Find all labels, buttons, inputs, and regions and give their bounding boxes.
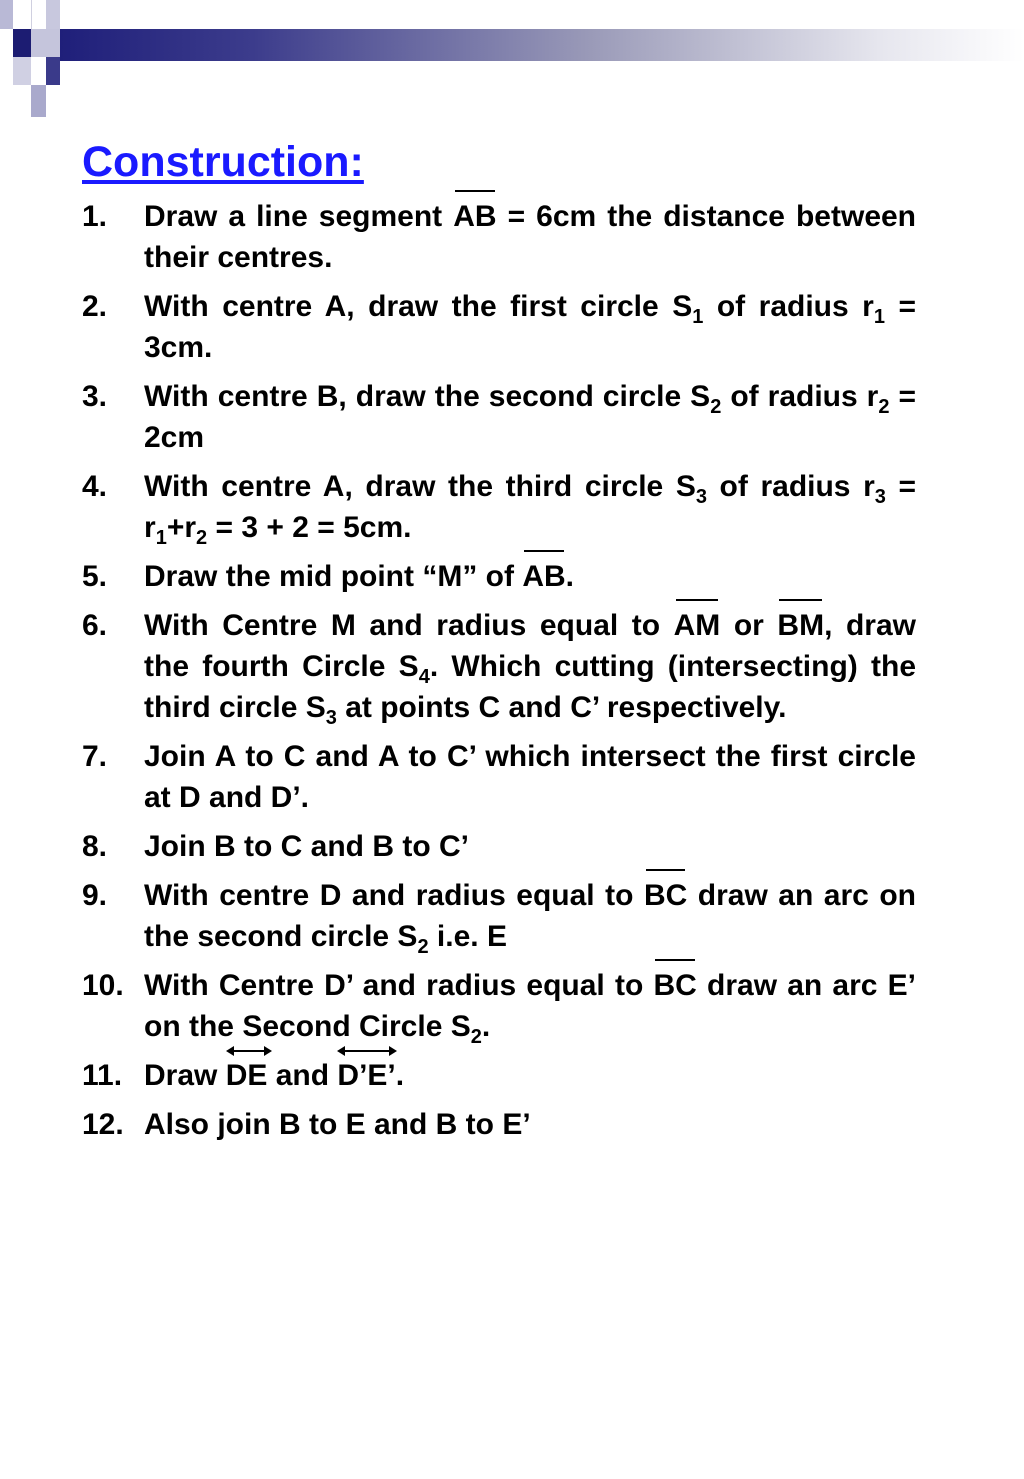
step-text: Also join B to E and B to E’ [144, 1108, 531, 1141]
step-number: 4. [82, 470, 108, 503]
step-number: 1. [82, 200, 108, 233]
step-item [82, 286, 916, 368]
step-item [82, 196, 916, 278]
subscript: 2 [196, 527, 208, 549]
line-label: D’E’ [337, 1059, 396, 1092]
step-text: of radius r [703, 290, 874, 323]
step-text: , draw the fourth Circle S [144, 609, 916, 683]
subscript: 3 [874, 486, 886, 508]
step-text: = 6cm the distance between their centres. [144, 200, 917, 274]
step-text: With Centre M and radius equal to [144, 609, 674, 642]
step-item [82, 875, 916, 957]
step-text: draw an arc on the second circle S [144, 879, 916, 953]
step-number: 9. [82, 879, 108, 912]
segment-label: AB [522, 556, 565, 597]
decor-square [31, 29, 60, 57]
step-text: Draw the mid point “M” of [144, 560, 523, 593]
step-text: With Centre D’ and radius equal to [144, 969, 654, 1002]
construction-steps [82, 196, 916, 1153]
decor-square [46, 0, 60, 29]
segment-label: AM [674, 605, 721, 646]
step-item [82, 1055, 916, 1096]
step-number: 6. [82, 609, 108, 642]
double-arrow-icon [337, 1045, 397, 1057]
step-item [82, 965, 916, 1047]
step-text: at points C and C’ respectively. [336, 691, 787, 724]
subscript: 2 [710, 396, 722, 418]
step-number: 5. [82, 560, 108, 593]
step-item [82, 376, 916, 458]
step-text: i.e. E [428, 920, 507, 953]
segment-label: BC [644, 875, 687, 916]
step-text: With centre B, draw the second circle S [144, 380, 711, 413]
subscript: 1 [692, 306, 704, 328]
step-text: Join B to C and B to C’ [144, 830, 469, 863]
step-item [82, 605, 916, 728]
subscript: 1 [873, 306, 885, 328]
line-label: DE [225, 1059, 268, 1092]
step-text: or [720, 609, 778, 642]
step-text: . [395, 1059, 405, 1092]
step-item [82, 556, 916, 597]
step-text: Draw [144, 1059, 226, 1092]
decor-square [0, 0, 13, 29]
step-number: 7. [82, 740, 108, 773]
line-notation-d-prime-e-prime [337, 1055, 395, 1096]
line-notation-de [226, 1055, 268, 1096]
decor-square [0, 57, 13, 85]
segment-label: BC [653, 965, 696, 1006]
step-number: 2. [82, 290, 108, 323]
step-item [82, 1104, 916, 1145]
segment-label: BM [777, 605, 824, 646]
step-text: +r [166, 511, 197, 544]
step-text: = 3 + 2 = 5cm. [207, 511, 412, 544]
header-decoration [0, 0, 1024, 130]
subscript: 2 [878, 396, 890, 418]
decor-square [31, 0, 47, 29]
step-number: 3. [82, 380, 108, 413]
step-number: 10. [82, 969, 124, 1002]
decor-square [46, 57, 60, 85]
header-gradient-bar [60, 29, 1024, 61]
step-text: = 3cm. [144, 290, 916, 364]
step-text: of radius r [706, 470, 875, 503]
step-text: . Which cutting (intersecting) the third circle S [144, 650, 917, 724]
double-arrow-icon [226, 1045, 272, 1057]
step-text: of radius r [721, 380, 879, 413]
subscript: 1 [155, 527, 167, 549]
step-text: draw an arc E’ on the Second Circle S [144, 969, 917, 1043]
step-text: With centre A, draw the first circle S [144, 290, 693, 323]
step-text: Draw a line segment [144, 200, 454, 233]
step-item [82, 466, 916, 548]
subscript: 3 [325, 707, 337, 729]
subscript: 3 [695, 486, 707, 508]
segment-label: AB [453, 196, 496, 237]
subscript: 4 [418, 666, 430, 688]
step-item [82, 736, 916, 818]
step-text: . [565, 560, 574, 593]
subscript: 2 [417, 936, 429, 958]
decor-square [13, 29, 31, 57]
step-number: 8. [82, 830, 108, 863]
subscript: 2 [470, 1026, 482, 1048]
decor-square [31, 85, 46, 117]
step-number: 11. [82, 1059, 123, 1092]
step-text: With centre A, draw the third circle S [144, 470, 696, 503]
step-number: 12. [82, 1108, 124, 1141]
step-text: = 2cm [144, 380, 916, 454]
step-text: and [267, 1059, 338, 1092]
step-text: Join A to C and A to C’ which intersect the first circle at D and D’. [144, 740, 916, 814]
step-item [82, 826, 916, 867]
page-title: Construction: [82, 138, 364, 186]
step-text: = r [144, 470, 916, 544]
step-text: With centre D and radius equal to [144, 879, 644, 912]
decor-square [13, 57, 31, 85]
step-text: . [481, 1010, 491, 1043]
